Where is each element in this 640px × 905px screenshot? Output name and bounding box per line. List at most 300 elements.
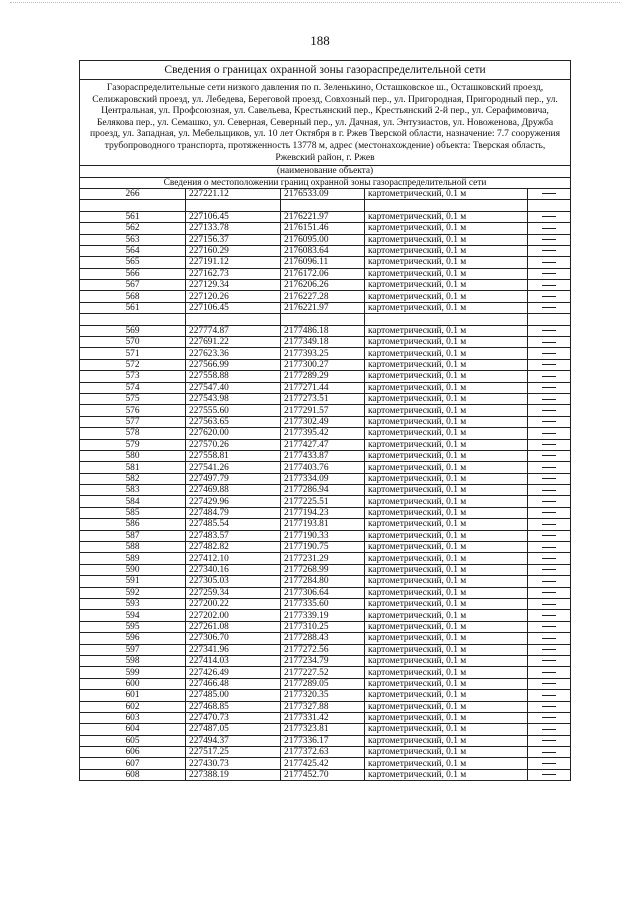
- table-row: [80, 553, 571, 564]
- method-accuracy: картометрический, 0.1 м: [365, 644, 528, 655]
- table-row: [80, 382, 571, 393]
- dash-mark: [542, 512, 556, 513]
- point-number: 577: [80, 416, 186, 427]
- dash-cell: [528, 325, 571, 336]
- dash-mark: [542, 410, 556, 411]
- coord-y: 2177335.60: [281, 599, 365, 610]
- point-number: 600: [80, 678, 186, 689]
- method-accuracy: картометрический, 0.1 м: [365, 405, 528, 416]
- dash-cell: [528, 769, 571, 780]
- dash-cell: [528, 188, 571, 199]
- coord-x: 227388.19: [186, 769, 281, 780]
- dash-mark: [542, 740, 556, 741]
- coord-y: 2177331.42: [281, 712, 365, 723]
- coord-x: 227162.73: [186, 268, 281, 279]
- method-accuracy: картометрический, 0.1 м: [365, 325, 528, 336]
- method-accuracy: картометрический, 0.1 м: [365, 359, 528, 370]
- point-number: 582: [80, 473, 186, 484]
- coord-x: 227129.34: [186, 280, 281, 291]
- method-accuracy: картометрический, 0.1 м: [365, 724, 528, 735]
- dash-cell: [528, 257, 571, 268]
- boundaries-header: Сведения о местоположении границ охранной зоны газораспределительной сети: [80, 177, 571, 188]
- point-number: 593: [80, 599, 186, 610]
- dash-cell: [528, 553, 571, 564]
- point-number: 598: [80, 655, 186, 666]
- table-row: [80, 359, 571, 370]
- coord-x: 227341.96: [186, 644, 281, 655]
- method-accuracy: картометрический, 0.1 м: [365, 245, 528, 256]
- dash-cell: [528, 599, 571, 610]
- method-accuracy: картометрический, 0.1 м: [365, 234, 528, 245]
- point-number: 563: [80, 234, 186, 245]
- table-row: [80, 393, 571, 404]
- dash-mark: [542, 433, 556, 434]
- dash-cell: [528, 450, 571, 461]
- coord-x: 227484.79: [186, 507, 281, 518]
- dash-mark: [542, 581, 556, 582]
- table-row: [80, 245, 571, 256]
- dash-cell: [528, 587, 571, 598]
- coord-y: 2177403.76: [281, 462, 365, 473]
- point-number: 266: [80, 188, 186, 199]
- dash-cell: [528, 302, 571, 313]
- coord-y: 2177271.44: [281, 382, 365, 393]
- point-number: 603: [80, 712, 186, 723]
- table-row: [80, 621, 571, 632]
- table-row: [80, 724, 571, 735]
- point-number: 601: [80, 690, 186, 701]
- point-number: 562: [80, 223, 186, 234]
- point-number: 574: [80, 382, 186, 393]
- coord-x: 227691.22: [186, 337, 281, 348]
- dash-mark: [542, 626, 556, 627]
- coord-y: 2177300.27: [281, 359, 365, 370]
- method-accuracy: картометрический, 0.1 м: [365, 633, 528, 644]
- point-number: 586: [80, 519, 186, 530]
- coord-y: 2176095.00: [281, 234, 365, 245]
- table-row: [80, 268, 571, 279]
- point-number: 604: [80, 724, 186, 735]
- point-number: 564: [80, 245, 186, 256]
- coord-y: 2177327.88: [281, 701, 365, 712]
- point-number: 571: [80, 348, 186, 359]
- coord-x: 227429.96: [186, 496, 281, 507]
- table-row: [80, 655, 571, 666]
- coord-y: 2177286.94: [281, 485, 365, 496]
- method-accuracy: картометрический, 0.1 м: [365, 188, 528, 199]
- dash-cell: [528, 439, 571, 450]
- point-number: 578: [80, 428, 186, 439]
- dash-mark: [542, 455, 556, 456]
- coord-y: 2177395.42: [281, 428, 365, 439]
- page-number: 188: [310, 33, 330, 48]
- method-accuracy: картометрический, 0.1 м: [365, 610, 528, 621]
- coord-x: 227430.73: [186, 758, 281, 769]
- dash-mark: [542, 649, 556, 650]
- coord-y: 2177393.25: [281, 348, 365, 359]
- dash-mark: [542, 672, 556, 673]
- dash-mark: [542, 490, 556, 491]
- coord-x: 227200.22: [186, 599, 281, 610]
- table-row: [80, 496, 571, 507]
- dash-mark: [542, 558, 556, 559]
- coord-y: 2177288.43: [281, 633, 365, 644]
- coord-y: 2177225.51: [281, 496, 365, 507]
- dash-cell: [528, 564, 571, 575]
- point-number: 580: [80, 450, 186, 461]
- dash-cell: [528, 621, 571, 632]
- table-row: [80, 667, 571, 678]
- table-row: [80, 234, 571, 245]
- coord-x: 227547.40: [186, 382, 281, 393]
- dash-cell: [528, 268, 571, 279]
- point-number: 607: [80, 758, 186, 769]
- coord-y: 2177336.17: [281, 735, 365, 746]
- point-number: 573: [80, 371, 186, 382]
- coord-y: 2177272.56: [281, 644, 365, 655]
- point-number: 575: [80, 393, 186, 404]
- coord-y: 2176096.11: [281, 257, 365, 268]
- empty-cell: [186, 200, 281, 211]
- dash-cell: [528, 735, 571, 746]
- point-number: 568: [80, 291, 186, 302]
- method-accuracy: картометрический, 0.1 м: [365, 564, 528, 575]
- method-accuracy: картометрический, 0.1 м: [365, 599, 528, 610]
- dash-mark: [542, 376, 556, 377]
- method-accuracy: картометрический, 0.1 м: [365, 769, 528, 780]
- object-description: Газораспределительные сети низкого давления по п. Зеленькино, Осташковское ш., Осташковский проезд, Селижаровский проезд, ул. Лебедева, Береговой проезд, Совхозный пер., ул. Пригородная, Пригородный пер., ул. Центральная, ул. Профсоюзная, ул. Савельева, Крестьянский пер., Крестьянский 2-й пер., ул. Серафимовича, Белякова пер., ул. Семашко, ул. Северная, Северный пер., ул. Дачная, ул. Энтузиастов, ул. Новоженова, Дружба проезд, ул. Западная, ул. Мебельщиков, ул. 10 лет Октября в г. Ржев Тверской области, назначение: 7.7 сооружения трубопроводного транспорта, протяженность 13778 м, адрес (местонахождение) объекта: Тверская область, Ржевский район, г. Ржев: [80, 80, 571, 166]
- dash-cell: [528, 507, 571, 518]
- coord-y: 2177433.87: [281, 450, 365, 461]
- method-accuracy: картометрический, 0.1 м: [365, 371, 528, 382]
- dash-mark: [542, 615, 556, 616]
- table-row: [80, 769, 571, 780]
- dash-mark: [542, 478, 556, 479]
- table-row: [80, 450, 571, 461]
- point-number: 605: [80, 735, 186, 746]
- dash-mark: [542, 387, 556, 388]
- table-row: [80, 735, 571, 746]
- blank-separator-row: [80, 314, 571, 325]
- coord-x: 227340.16: [186, 564, 281, 575]
- dash-cell: [528, 405, 571, 416]
- coord-x: 227468.85: [186, 701, 281, 712]
- coord-x: 227120.26: [186, 291, 281, 302]
- point-number: 597: [80, 644, 186, 655]
- table-row: [80, 337, 571, 348]
- table-row: [80, 633, 571, 644]
- method-accuracy: картометрический, 0.1 м: [365, 291, 528, 302]
- dash-cell: [528, 655, 571, 666]
- dash-mark: [542, 216, 556, 217]
- coord-x: 227555.60: [186, 405, 281, 416]
- method-accuracy: картометрический, 0.1 м: [365, 678, 528, 689]
- coord-x: 227517.25: [186, 747, 281, 758]
- dash-cell: [528, 211, 571, 222]
- coord-x: 227261.08: [186, 621, 281, 632]
- dash-mark: [542, 638, 556, 639]
- coord-x: 227558.81: [186, 450, 281, 461]
- method-accuracy: картометрический, 0.1 м: [365, 211, 528, 222]
- dash-mark: [542, 444, 556, 445]
- coord-x: 227133.78: [186, 223, 281, 234]
- coord-y: 2177190.75: [281, 542, 365, 553]
- dash-cell: [528, 291, 571, 302]
- dash-cell: [528, 724, 571, 735]
- point-number: 596: [80, 633, 186, 644]
- dash-mark: [542, 307, 556, 308]
- point-number: 579: [80, 439, 186, 450]
- coord-x: 227541.26: [186, 462, 281, 473]
- coord-y: 2176533.09: [281, 188, 365, 199]
- empty-cell: [365, 200, 528, 211]
- dash-mark: [542, 353, 556, 354]
- method-accuracy: картометрический, 0.1 м: [365, 257, 528, 268]
- coord-y: 2177289.29: [281, 371, 365, 382]
- coord-x: 227482.82: [186, 542, 281, 553]
- coord-y: 2177320.35: [281, 690, 365, 701]
- method-accuracy: картометрический, 0.1 м: [365, 416, 528, 427]
- dash-mark: [542, 228, 556, 229]
- point-number: 569: [80, 325, 186, 336]
- dash-cell: [528, 473, 571, 484]
- coord-y: 2177349.18: [281, 337, 365, 348]
- dash-cell: [528, 542, 571, 553]
- table-row: [80, 348, 571, 359]
- dash-cell: [528, 462, 571, 473]
- point-number: 584: [80, 496, 186, 507]
- table-row: [80, 439, 571, 450]
- table-row: [80, 302, 571, 313]
- point-number: 589: [80, 553, 186, 564]
- method-accuracy: картометрический, 0.1 м: [365, 337, 528, 348]
- table-row: [80, 325, 571, 336]
- dash-mark: [542, 763, 556, 764]
- dash-mark: [542, 239, 556, 240]
- empty-cell: [528, 314, 571, 325]
- dash-mark: [542, 592, 556, 593]
- table-row: [80, 712, 571, 723]
- coord-y: 2177425.42: [281, 758, 365, 769]
- dash-mark: [542, 421, 556, 422]
- coord-x: 227412.10: [186, 553, 281, 564]
- coord-x: 227483.57: [186, 530, 281, 541]
- point-number: 570: [80, 337, 186, 348]
- coord-y: 2177486.18: [281, 325, 365, 336]
- dash-mark: [542, 296, 556, 297]
- table-row: [80, 678, 571, 689]
- coord-y: 2177193.81: [281, 519, 365, 530]
- dash-cell: [528, 678, 571, 689]
- table-row: [80, 211, 571, 222]
- dash-mark: [542, 467, 556, 468]
- coord-x: 227543.98: [186, 393, 281, 404]
- method-accuracy: картометрический, 0.1 м: [365, 428, 528, 439]
- coord-y: 2176221.97: [281, 302, 365, 313]
- coord-y: 2177268.99: [281, 564, 365, 575]
- method-accuracy: картометрический, 0.1 м: [365, 747, 528, 758]
- coord-y: 2177291.57: [281, 405, 365, 416]
- coord-y: 2177190.33: [281, 530, 365, 541]
- point-number: 566: [80, 268, 186, 279]
- coord-x: 227106.45: [186, 211, 281, 222]
- coord-x: 227487.05: [186, 724, 281, 735]
- table-row: [80, 291, 571, 302]
- method-accuracy: картометрический, 0.1 м: [365, 223, 528, 234]
- dash-mark: [542, 262, 556, 263]
- dash-mark: [542, 342, 556, 343]
- method-accuracy: картометрический, 0.1 м: [365, 735, 528, 746]
- table-row: [80, 473, 571, 484]
- coord-y: 2176172.06: [281, 268, 365, 279]
- coord-y: 2176083.64: [281, 245, 365, 256]
- table-row: [80, 416, 571, 427]
- coord-y: 2177234.79: [281, 655, 365, 666]
- table-row: [80, 371, 571, 382]
- dash-cell: [528, 633, 571, 644]
- coord-x: 227566.99: [186, 359, 281, 370]
- dash-mark: [542, 660, 556, 661]
- dash-mark: [542, 501, 556, 502]
- coord-x: 227202.00: [186, 610, 281, 621]
- point-number: 602: [80, 701, 186, 712]
- table-row: [80, 747, 571, 758]
- point-number: 585: [80, 507, 186, 518]
- method-accuracy: картометрический, 0.1 м: [365, 280, 528, 291]
- coord-x: 227106.45: [186, 302, 281, 313]
- method-accuracy: картометрический, 0.1 м: [365, 758, 528, 769]
- dash-cell: [528, 245, 571, 256]
- dash-cell: [528, 644, 571, 655]
- empty-cell: [186, 314, 281, 325]
- empty-cell: [80, 314, 186, 325]
- method-accuracy: картометрический, 0.1 м: [365, 268, 528, 279]
- dash-cell: [528, 223, 571, 234]
- dash-cell: [528, 758, 571, 769]
- coord-x: 227485.54: [186, 519, 281, 530]
- dash-mark: [542, 752, 556, 753]
- coord-x: 227160.29: [186, 245, 281, 256]
- dash-cell: [528, 712, 571, 723]
- dash-cell: [528, 337, 571, 348]
- dash-mark: [542, 273, 556, 274]
- coord-y: 2177306.64: [281, 587, 365, 598]
- method-accuracy: картометрический, 0.1 м: [365, 302, 528, 313]
- point-number: 606: [80, 747, 186, 758]
- coord-y: 2176221.97: [281, 211, 365, 222]
- table-row: [80, 587, 571, 598]
- coord-x: 227221.12: [186, 188, 281, 199]
- dash-mark: [542, 683, 556, 684]
- coord-y: 2177194.23: [281, 507, 365, 518]
- table-title: Сведения о границах охранной зоны газораспределительной сети: [80, 61, 571, 80]
- point-number: 599: [80, 667, 186, 678]
- coord-y: 2177231.29: [281, 553, 365, 564]
- dash-mark: [542, 535, 556, 536]
- method-accuracy: картометрический, 0.1 м: [365, 576, 528, 587]
- coord-y: 2177339.19: [281, 610, 365, 621]
- method-accuracy: картометрический, 0.1 м: [365, 507, 528, 518]
- point-number: 587: [80, 530, 186, 541]
- point-number: 595: [80, 621, 186, 632]
- dash-mark: [542, 524, 556, 525]
- empty-cell: [281, 200, 365, 211]
- coord-y: 2177273.51: [281, 393, 365, 404]
- dash-cell: [528, 485, 571, 496]
- coord-y: 2177289.05: [281, 678, 365, 689]
- method-accuracy: картометрический, 0.1 м: [365, 348, 528, 359]
- table-row: [80, 576, 571, 587]
- dash-cell: [528, 348, 571, 359]
- dash-cell: [528, 416, 571, 427]
- table-row: [80, 507, 571, 518]
- dash-mark: [542, 774, 556, 775]
- dash-mark: [542, 193, 556, 194]
- dash-mark: [542, 569, 556, 570]
- empty-cell: [281, 314, 365, 325]
- coord-y: 2177284.80: [281, 576, 365, 587]
- dash-cell: [528, 280, 571, 291]
- dash-mark: [542, 706, 556, 707]
- coord-y: 2177334.09: [281, 473, 365, 484]
- boundary-table: [79, 60, 571, 781]
- table-row: [80, 405, 571, 416]
- dash-mark: [542, 547, 556, 548]
- point-number: 583: [80, 485, 186, 496]
- point-number: 581: [80, 462, 186, 473]
- method-accuracy: картометрический, 0.1 м: [365, 382, 528, 393]
- dash-mark: [542, 729, 556, 730]
- table-row: [80, 257, 571, 268]
- coord-y: 2177452.70: [281, 769, 365, 780]
- method-accuracy: картометрический, 0.1 м: [365, 439, 528, 450]
- coord-x: 227466.48: [186, 678, 281, 689]
- coord-x: 227426.49: [186, 667, 281, 678]
- coord-x: 227414.03: [186, 655, 281, 666]
- coord-y: 2176206.26: [281, 280, 365, 291]
- coord-y: 2177427.47: [281, 439, 365, 450]
- method-accuracy: картометрический, 0.1 м: [365, 496, 528, 507]
- method-accuracy: картометрический, 0.1 м: [365, 587, 528, 598]
- coord-y: 2176227.28: [281, 291, 365, 302]
- object-name-label: (наименование объекта): [80, 166, 571, 177]
- dash-mark: [542, 330, 556, 331]
- dash-cell: [528, 393, 571, 404]
- coord-x: 227305.03: [186, 576, 281, 587]
- table-row: [80, 485, 571, 496]
- table-row: [80, 280, 571, 291]
- method-accuracy: картометрический, 0.1 м: [365, 655, 528, 666]
- method-accuracy: картометрический, 0.1 м: [365, 450, 528, 461]
- method-accuracy: картометрический, 0.1 м: [365, 701, 528, 712]
- method-accuracy: картометрический, 0.1 м: [365, 621, 528, 632]
- dash-cell: [528, 371, 571, 382]
- dash-cell: [528, 519, 571, 530]
- coord-x: 227620.00: [186, 428, 281, 439]
- dash-cell: [528, 690, 571, 701]
- dash-cell: [528, 428, 571, 439]
- method-accuracy: картометрический, 0.1 м: [365, 530, 528, 541]
- dash-mark: [542, 364, 556, 365]
- dash-mark: [542, 399, 556, 400]
- coord-x: 227570.26: [186, 439, 281, 450]
- point-number: 591: [80, 576, 186, 587]
- dash-cell: [528, 359, 571, 370]
- method-accuracy: картометрический, 0.1 м: [365, 667, 528, 678]
- table-row: [80, 519, 571, 530]
- table-row: [80, 428, 571, 439]
- table-row: [80, 599, 571, 610]
